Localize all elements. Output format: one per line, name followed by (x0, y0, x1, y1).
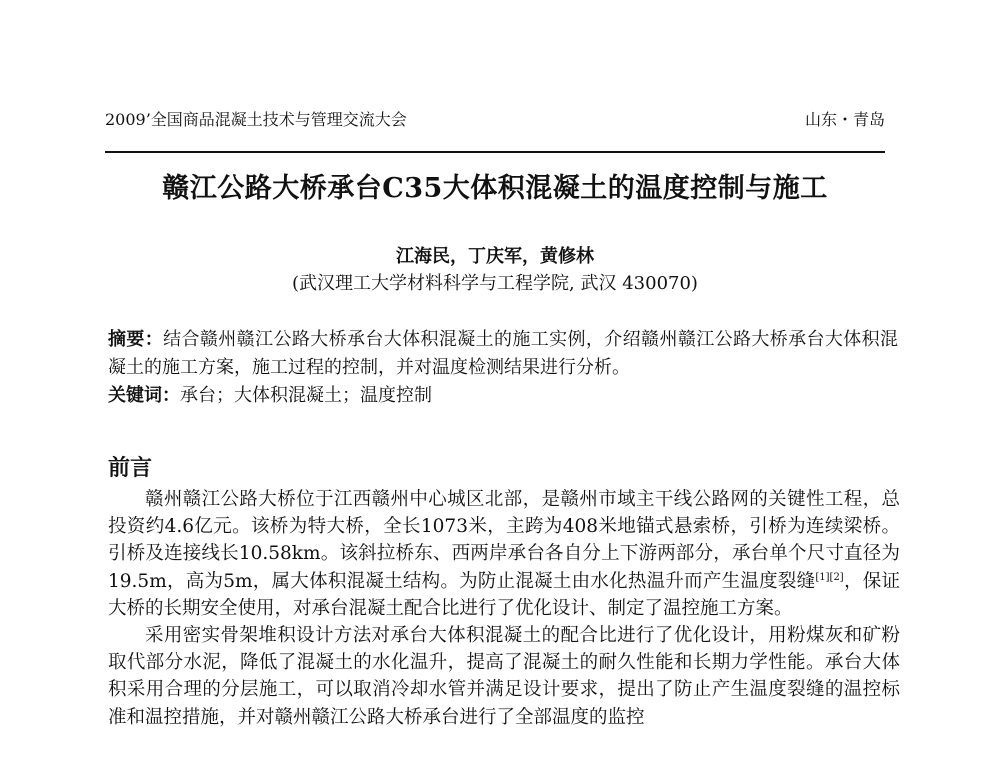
keywords (108, 382, 898, 410)
paper-authors: 江海民，丁庆军，黄修林 (396, 246, 594, 267)
keywords-label: 关键词： (108, 385, 180, 406)
section-body (108, 486, 900, 731)
citation-marker: [1][2] (815, 571, 844, 583)
abstract-label: 摘要： (108, 329, 164, 350)
body-paragraph-1-text-b: ，保证大桥的长期安全使用，对承台混凝土配合比进行了优化设计、制定了温控施工方案。 (108, 570, 900, 619)
abstract (108, 326, 898, 382)
conference-location: 山东・青岛 (804, 110, 885, 129)
paper-title: 赣江公路大桥承台C35大体积混凝土的温度控制与施工 (162, 173, 828, 204)
keywords-text: 承台；大体积混凝土；温度控制 (180, 385, 432, 406)
header-divider (105, 151, 885, 153)
body-paragraph-1 (108, 486, 900, 622)
conference-name: 2009’全国商品混凝土技术与管理交流大会 (105, 110, 407, 129)
paper-affiliation: (武汉理工大学材料科学与工程学院, 武汉 430070) (292, 273, 698, 294)
section-heading: 前言 (108, 455, 153, 481)
body-paragraph-1-text-a: 赣州赣江公路大桥位于江西赣州中心城区北部，是赣州市域主干线公路网的关键性工程，总投资约4.6亿元。该桥为特大桥，全长1073米，主跨为408米地锚式悬索桥，引桥为连续梁桥。引桥及连接线长10.58km。该斜拉桥东、西两岸承台各自分上下游两部分，承台单个尺寸直径为19.5m，高为5m，属大体积混凝土结构。为防止混凝土由水化热温升而产生温度裂缝 (108, 489, 900, 592)
body-paragraph-2: 采用密实骨架堆积设计方法对承台大体积混凝土的配合比进行了优化设计，用粉煤灰和矿粉取代部分水泥，降低了混凝土的水化温升，提高了混凝土的耐久性能和长期力学性能。承台大体积采用合理的分层施工，可以取消冷却水管并满足设计要求，提出了防止产生温度裂缝的温控标准和温控措施，并对赣州赣江公路大桥承台进行了全部温度的监控 (108, 625, 900, 728)
abstract-text: 结合赣州赣江公路大桥承台大体积混凝土的施工实例，介绍赣州赣江公路大桥承台大体积混凝土的施工方案，施工过程的控制，并对温度检测结果进行分析。 (108, 329, 899, 378)
running-header (105, 106, 885, 134)
